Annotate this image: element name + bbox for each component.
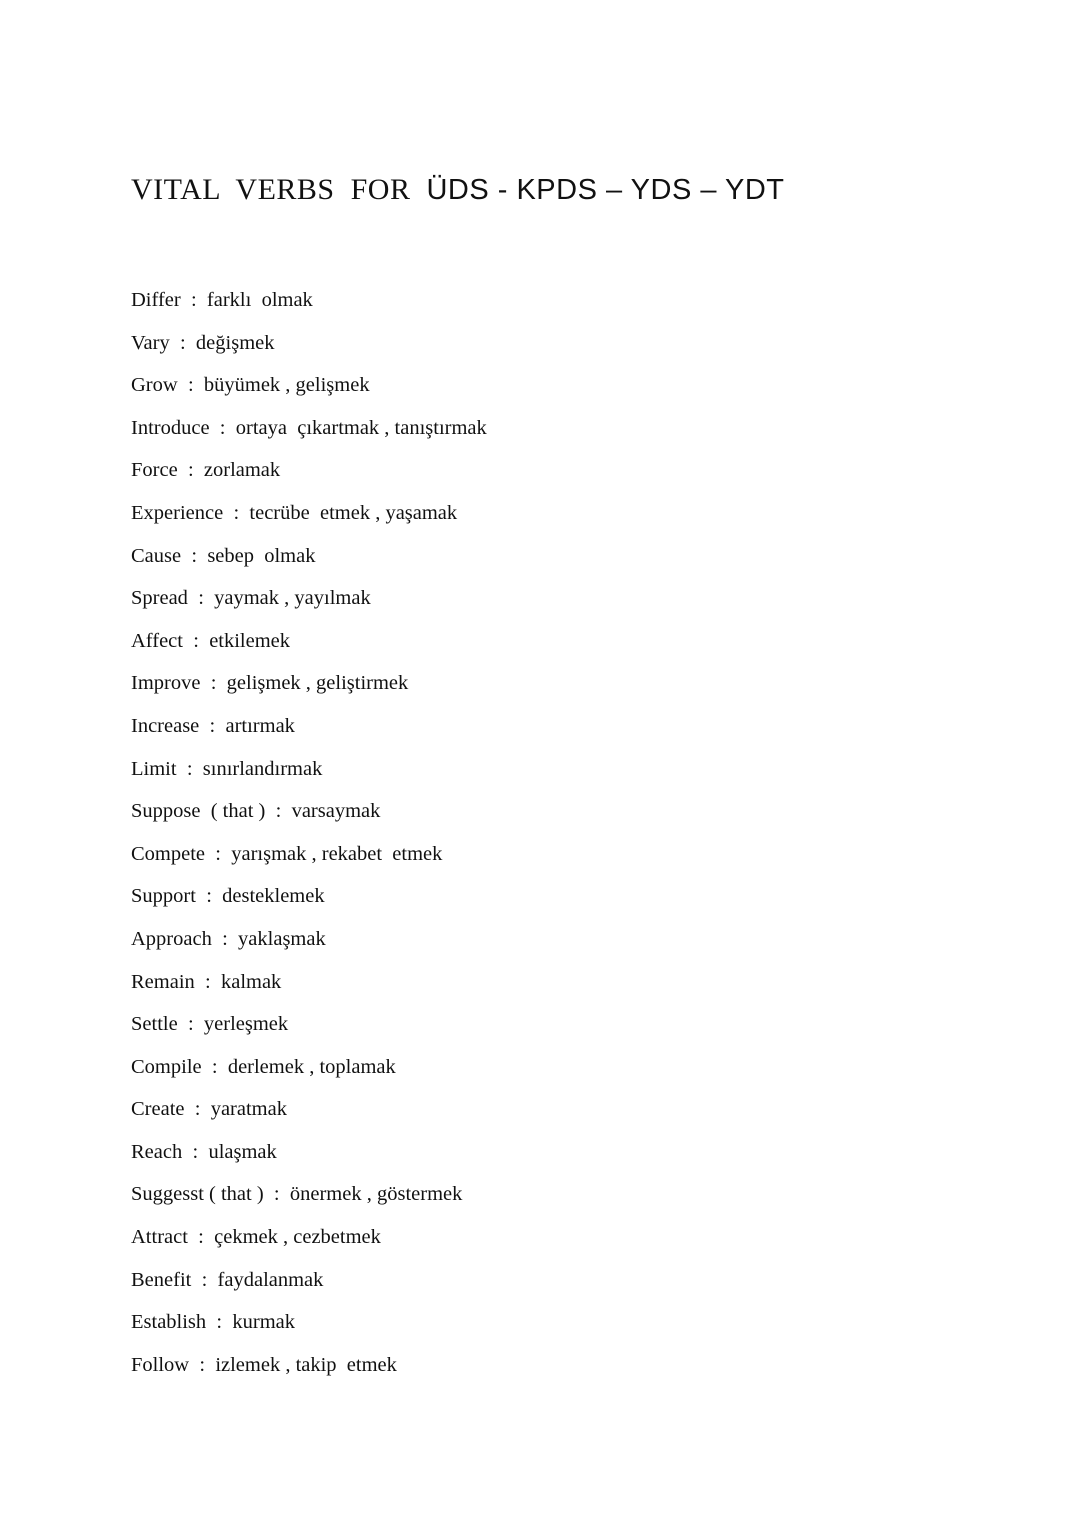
vocabulary-entry: [131, 1349, 487, 1392]
entry-separator: :: [189, 1353, 216, 1376]
entry-meaning: farklı olmak: [206, 289, 313, 311]
entry-meaning: değişmek: [195, 331, 275, 354]
vocabulary-entry: [131, 1264, 487, 1307]
entry-word: Differ: [131, 289, 181, 311]
vocabulary-entry: [131, 1178, 487, 1221]
entry-separator: :: [205, 842, 232, 865]
entry-meaning: varsaymak: [291, 800, 381, 823]
entry-word: Vary: [131, 331, 170, 354]
vocabulary-entry: [131, 1306, 487, 1349]
vocabulary-entry: [131, 284, 487, 327]
entry-meaning: yaklaşmak: [238, 927, 326, 950]
entry-meaning: faydalanmak: [217, 1268, 324, 1291]
entry-word: Cause: [131, 544, 182, 567]
entry-word: Suppose ( that ): [131, 800, 266, 823]
entry-separator: :: [211, 927, 239, 950]
vocabulary-entry: [131, 753, 487, 796]
entry-word: Reach: [131, 1140, 183, 1163]
entry-separator: :: [187, 1226, 215, 1249]
entry-meaning: sınırlandırmak: [202, 757, 323, 780]
entry-separator: :: [223, 501, 250, 524]
entry-separator: :: [176, 757, 203, 780]
entry-word: Approach: [131, 927, 212, 950]
entry-meaning: yerleşmek: [203, 1013, 289, 1036]
vocabulary-entry: [131, 667, 487, 710]
entry-separator: :: [181, 544, 208, 567]
entry-word: Experience: [131, 501, 224, 524]
entry-meaning: artırmak: [225, 714, 295, 737]
entry-meaning: tecrübe etmek , yaşamak: [249, 501, 458, 524]
vocabulary-entry: [131, 1051, 487, 1094]
vocabulary-entry: [131, 710, 487, 753]
entry-meaning: büyümek , gelişmek: [203, 374, 370, 397]
entry-separator: :: [265, 800, 292, 823]
page-title-exams: ÜDS - KPDS – YDS – YDT: [426, 174, 785, 206]
entry-meaning: çekmek , cezbetmek: [214, 1226, 381, 1249]
page-title: [131, 170, 785, 210]
vocabulary-entry: [131, 412, 487, 455]
entry-word: Remain: [131, 970, 195, 993]
vocabulary-entry: [131, 454, 487, 497]
entry-word: Affect: [131, 629, 183, 652]
vocabulary-entry: [131, 625, 487, 668]
entry-word: Establish: [131, 1311, 207, 1334]
entry-word: Compile: [131, 1055, 202, 1078]
entry-word: Benefit: [131, 1268, 192, 1291]
entry-word: Compete: [131, 842, 206, 865]
entry-separator: :: [187, 587, 215, 610]
entry-word: Grow: [131, 374, 178, 397]
vocabulary-entry: [131, 1221, 487, 1264]
entry-separator: :: [199, 714, 226, 737]
entry-meaning: derlemek , toplamak: [227, 1055, 396, 1078]
entry-separator: :: [182, 1140, 209, 1163]
vocabulary-entry: [131, 880, 487, 923]
vocabulary-entry: [131, 497, 487, 540]
vocabulary-entry: [131, 923, 487, 966]
entry-word: Limit: [131, 757, 177, 780]
entry-separator: :: [201, 1055, 228, 1078]
entry-meaning: yarışmak , rekabet etmek: [231, 842, 443, 865]
entry-word: Support: [131, 885, 196, 908]
entry-separator: :: [177, 1013, 204, 1036]
entry-separator: :: [195, 885, 223, 908]
entry-word: Attract: [131, 1226, 188, 1249]
page-title-main: VITAL VERBS FOR: [131, 173, 427, 206]
vocabulary-entry: [131, 966, 487, 1009]
vocabulary-entry: [131, 1093, 487, 1136]
entry-separator: :: [180, 289, 207, 311]
vocabulary-entry: [131, 582, 487, 625]
entry-meaning: kalmak: [220, 970, 282, 993]
entry-word: Increase: [131, 714, 200, 737]
entry-word: Improve: [131, 672, 201, 695]
entry-separator: :: [177, 459, 204, 482]
entry-separator: :: [177, 374, 204, 397]
entry-meaning: ortaya çıkartmak , tanıştırmak: [235, 416, 487, 439]
entry-word: Introduce: [131, 416, 210, 439]
entry-meaning: ulaşmak: [208, 1140, 277, 1163]
entry-word: Follow: [131, 1353, 190, 1376]
vocabulary-list: [131, 284, 487, 1391]
vocabulary-entry: [131, 1136, 487, 1179]
entry-meaning: kurmak: [232, 1311, 295, 1334]
entry-meaning: önermek , göstermek: [289, 1183, 463, 1206]
entry-word: Spread: [131, 587, 188, 610]
entry-meaning: etkilemek: [209, 629, 291, 652]
vocabulary-entry: [131, 795, 487, 838]
vocabulary-entry: [131, 838, 487, 881]
entry-separator: :: [184, 1098, 211, 1121]
entry-meaning: zorlamak: [203, 459, 281, 482]
vocabulary-entry: [131, 1008, 487, 1051]
entry-word: Create: [131, 1098, 185, 1121]
entry-word: Settle: [131, 1013, 178, 1036]
entry-word: Suggesst ( that ): [131, 1183, 264, 1206]
entry-meaning: gelişmek , geliştirmek: [226, 672, 409, 695]
entry-separator: :: [182, 629, 210, 652]
entry-separator: :: [200, 672, 227, 695]
entry-separator: :: [209, 416, 236, 439]
entry-meaning: yaymak , yayılmak: [214, 587, 371, 610]
entry-meaning: izlemek , takip etmek: [215, 1353, 397, 1376]
entry-separator: :: [206, 1311, 233, 1334]
entry-separator: :: [263, 1183, 290, 1206]
entry-separator: :: [191, 1268, 218, 1291]
entry-word: Force: [131, 459, 178, 482]
entry-separator: :: [194, 970, 221, 993]
entry-meaning: yaratmak: [210, 1098, 287, 1121]
entry-meaning: sebep olmak: [207, 544, 316, 567]
entry-separator: :: [169, 331, 196, 354]
vocabulary-entry: [131, 369, 487, 412]
vocabulary-entry: [131, 327, 487, 370]
entry-meaning: desteklemek: [222, 885, 325, 908]
vocabulary-entry: [131, 540, 487, 583]
